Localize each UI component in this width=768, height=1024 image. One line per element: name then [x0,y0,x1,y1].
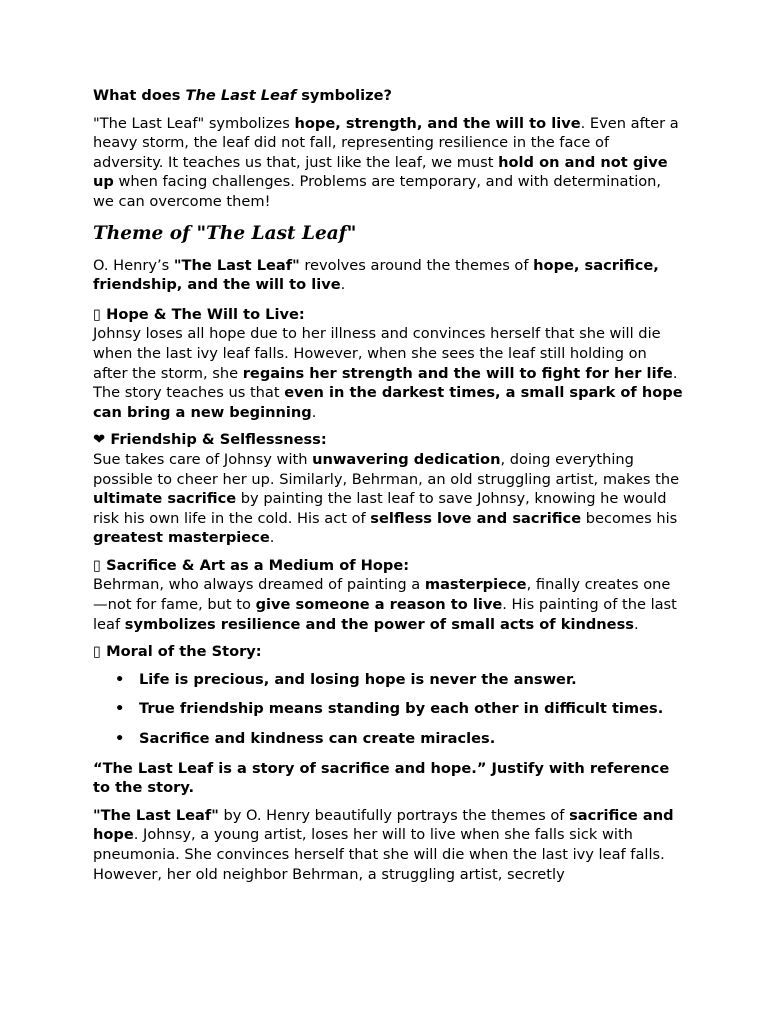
text-run: by O. Henry beautifully portrays the themes of [218,806,570,824]
text-run: . The story teaches us that [93,364,678,402]
section-sacrifice-art [93,556,683,634]
bold-text: unwavering dedication [312,450,501,468]
section-hope [93,305,683,423]
bold-text: greatest masterpiece [93,529,270,547]
text-run: . Johnsy, a young artist, loses her will to live when she falls sick with pneumonia. She convinces herself that she will die when the last ivy leaf falls. However, her old neighbor Behrman, a struggling artist, secretly [93,826,665,883]
bold-text: give someone a reason to live [255,596,503,614]
text-run: . Even after a heavy storm, the leaf did not fall, representing resilience in the face of adversity. It teaches us that, just like the leaf, we must [93,114,679,171]
section-hope-title: Hope & The Will to Live: [101,305,305,323]
text-run: , finally creates one—not for fame, but to [93,576,671,614]
missing-glyph-icon: ▯ [93,305,102,323]
question-post: symbolize? [296,87,392,104]
text-run: Sue takes care of Johnsy with [93,450,313,468]
document-page [93,86,683,894]
theme-heading: Theme of "The Last Leaf" [93,222,357,244]
section-friendship-title: Friendship & Selflessness: [105,431,327,449]
bold-text: regains her strength and the will to fight for her life [242,364,673,382]
bold-text: hope, sacrifice, friendship, and the will to live [93,256,659,294]
bold-text: symbolizes resilience and the power of small acts of kindness [124,615,634,633]
theme-intro-paragraph [93,256,683,295]
section-moral [93,642,683,662]
bold-text: "The Last Leaf" [93,806,219,824]
section-moral-title: Moral of the Story: [101,643,262,661]
list-item: • True friendship means standing by each other in difficult times. [139,699,683,719]
text-run: when facing challenges. Problems are temporary, and with determination, we can overcome them! [93,173,662,210]
bold-text: hope, strength, and the will to live [294,114,581,132]
missing-glyph-icon: ▯ [93,643,102,661]
text-run: . [311,403,317,421]
question-heading-symbolism [93,86,683,106]
missing-glyph-icon: ▯ [93,556,102,574]
text-run: . [633,615,639,633]
bold-text: even in the darkest times, a small spark of hope can bring a new beginning [93,384,683,421]
question-pre: What does [93,87,186,104]
text-run: Johnsy loses all hope due to her illness and convinces herself that she will die when the last ivy leaf falls. However, when she sees the leaf still holding on after the storm, she [93,325,661,382]
list-item: • Life is precious, and losing hope is never the answer. [139,670,683,690]
text-run: O. Henry’s [93,256,174,274]
bold-text: sacrifice and hope [93,806,674,844]
text-run: Behrman, who always dreamed of painting a [93,576,425,594]
list-item: • Sacrifice and kindness can create miracles. [139,729,683,749]
heart-icon: ❤ [93,431,106,449]
section-sacrifice-art-body [93,575,683,634]
text-run: "The Last Leaf" symbolizes [93,114,295,132]
moral-list [93,670,683,749]
text-run: . His painting of the last leaf [93,596,677,633]
bold-text: hold on and not give up [93,153,668,191]
text-run: , doing everything possible to cheer her up. Similarly, Behrman, an old struggling artist, makes the [93,450,680,488]
section-sacrifice-art-title: Sacrifice & Art as a Medium of Hope: [101,556,410,574]
justify-paragraph [93,806,683,884]
text-run: becomes his [581,509,678,527]
text-run: . [340,276,346,294]
question-heading-justify: “The Last Leaf is a story of sacrifice and hope.” Justify with reference to the story. [93,759,670,797]
section-friendship [93,430,683,548]
text-run: . [269,529,275,547]
section-hope-body [93,324,683,422]
bold-text: masterpiece [424,576,527,594]
text-run: by painting the last leaf to save Johnsy, knowing he would risk his own life in the cold. His act of [93,490,667,527]
bold-text: ultimate sacrifice [93,490,237,508]
section-friendship-body [93,450,683,548]
text-run: revolves around the themes of [299,256,534,274]
bold-text: selfless love and sacrifice [370,509,582,527]
bold-text: "The Last Leaf" [173,256,300,274]
symbolism-paragraph [93,114,683,212]
question-title-italic: The Last Leaf [185,87,297,104]
